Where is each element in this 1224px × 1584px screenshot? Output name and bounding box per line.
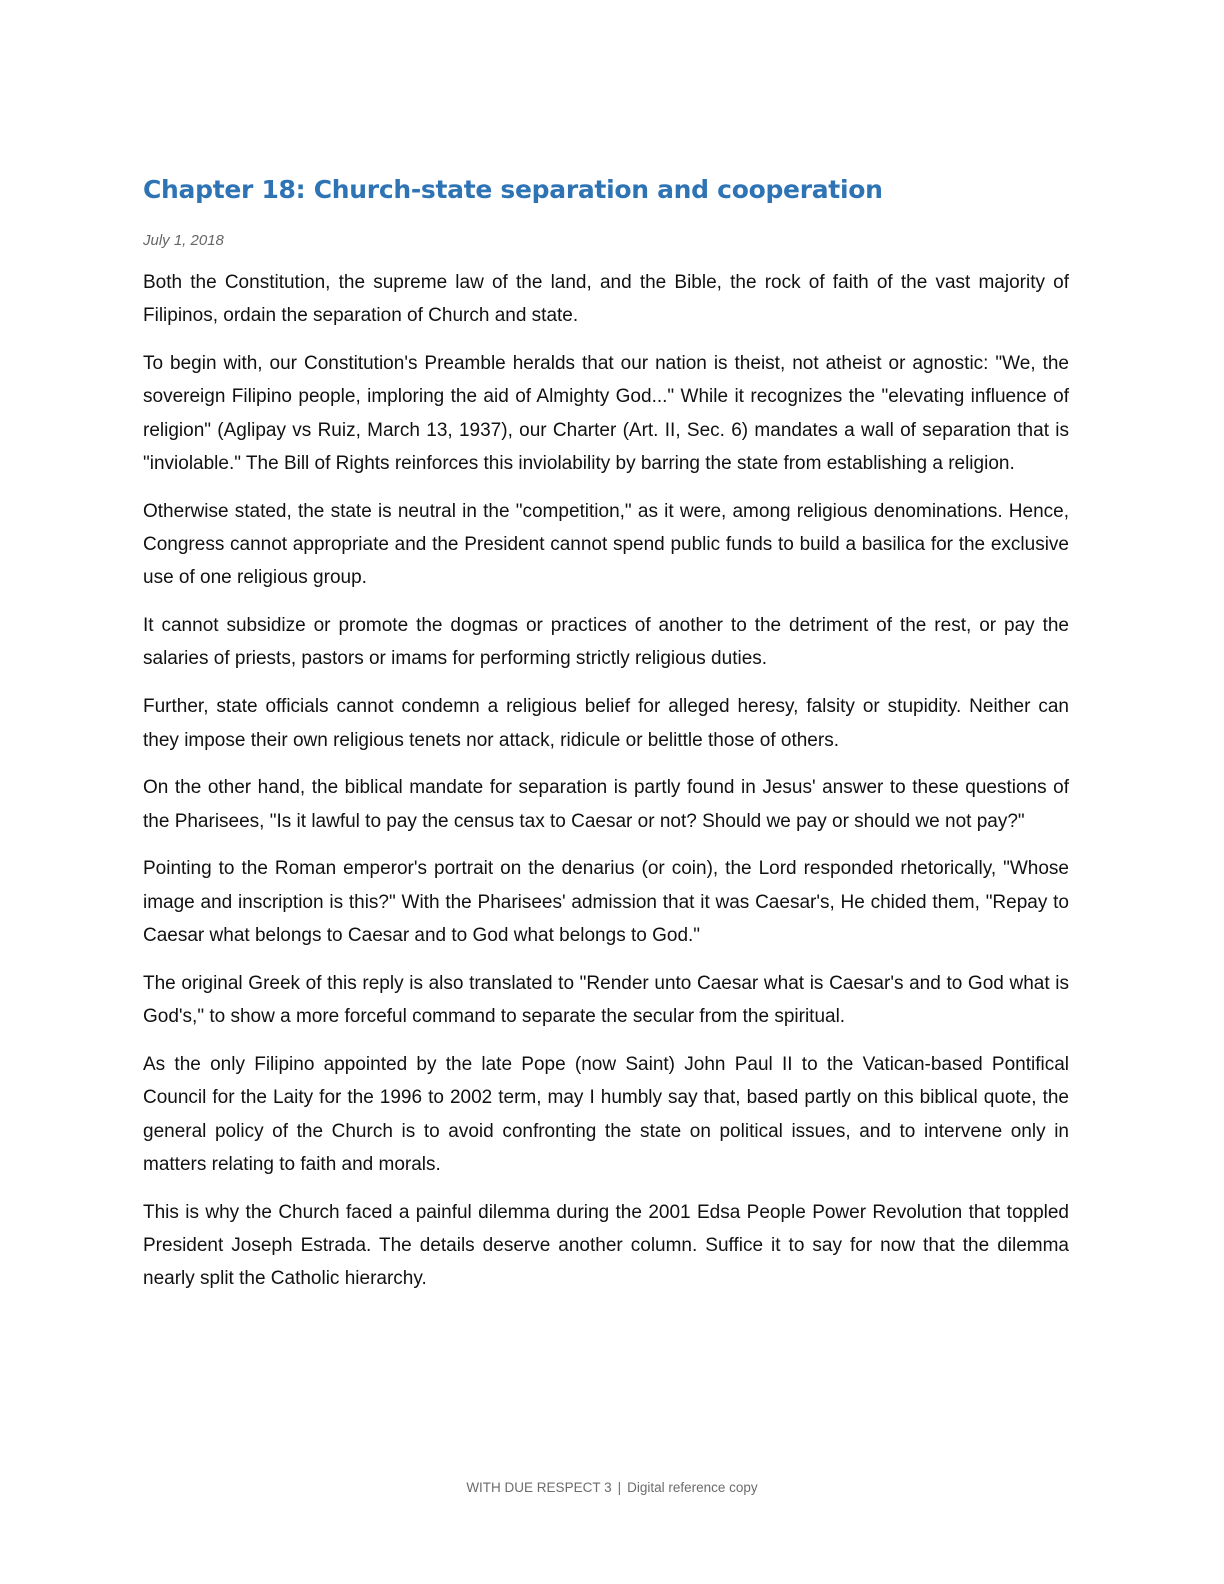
body-paragraph: Pointing to the Roman emperor's portrait on the denarius (or coin), the Lord responded rhetorically, "Whose image and inscription is this?" With the Pharisees' admission that it was Caesar's, He chided them, "Repay to Caesar what belongs to Caesar and to God what belongs to God." (143, 858, 1069, 947)
body-paragraph: Further, state officials cannot condemn a religious belief for alleged heresy, falsity or stupidity. Neither can they impose their own religious tenets nor attack, ridicule or belittle those of others. (143, 696, 1069, 751)
chapter-date: July 1, 2018 (143, 232, 224, 249)
footer-book-title: WITH DUE RESPECT 3 (466, 1480, 612, 1495)
chapter-content (143, 170, 1069, 1310)
footer-separator: | (617, 1480, 622, 1495)
chapter-title: Chapter 18: Church-state separation and cooperation (143, 175, 883, 204)
body-paragraph: On the other hand, the biblical mandate for separation is partly found in Jesus' answer to these questions of the Pharisees, "Is it lawful to pay the census tax to Caesar or not? Should we pay or should we not pay?" (143, 777, 1069, 832)
body-paragraph: As the only Filipino appointed by the late Pope (now Saint) John Paul II to the Vatican-based Pontifical Council for the Laity for the 1996 to 2002 term, may I humbly say that, based partly on this biblical quote, the general policy of the Church is to avoid confronting the state on political issues, and to intervene only in matters relating to faith and morals. (143, 1053, 1069, 1175)
body-paragraph: To begin with, our Constitution's Preamble heralds that our nation is theist, not atheist or agnostic: "We, the sovereign Filipino people, imploring the aid of Almighty God..." While it recognizes the "elevating influence of religion" (Aglipay vs Ruiz, March 13, 1937), our Charter (Art. II, Sec. 6) mandates a wall of separation that is "inviolable." The Bill of Rights reinforces this inviolability by barring the state from establishing a religion. (143, 353, 1069, 474)
body-paragraph: The original Greek of this reply is also translated to "Render unto Caesar what is Caesar's and to God what is God's," to show a more forceful command to separate the secular from the spiritual. (143, 972, 1069, 1028)
footer-note: Digital reference copy (627, 1480, 758, 1495)
body-paragraph: It cannot subsidize or promote the dogmas or practices of another to the detriment of the rest, or pay the salaries of priests, pastors or imams for performing strictly religious duties. (143, 615, 1069, 670)
body-paragraph: Otherwise stated, the state is neutral in the "competition," as it were, among religious denominations. Hence, Congress cannot appropriate and the President cannot spend public funds to build a basilica for the exclusive use of one religious group. (143, 500, 1069, 589)
page-footer (0, 1478, 1224, 1498)
body-paragraph: This is why the Church faced a painful dilemma during the 2001 Edsa People Power Revolution that toppled President Joseph Estrada. The details deserve another column. Suffice it to say for now that the dilemma nearly split the Catholic hierarchy. (143, 1201, 1069, 1290)
body-paragraph: Both the Constitution, the supreme law of the land, and the Bible, the rock of faith of the vast majority of Filipinos, ordain the separation of Church and state. (143, 272, 1069, 327)
